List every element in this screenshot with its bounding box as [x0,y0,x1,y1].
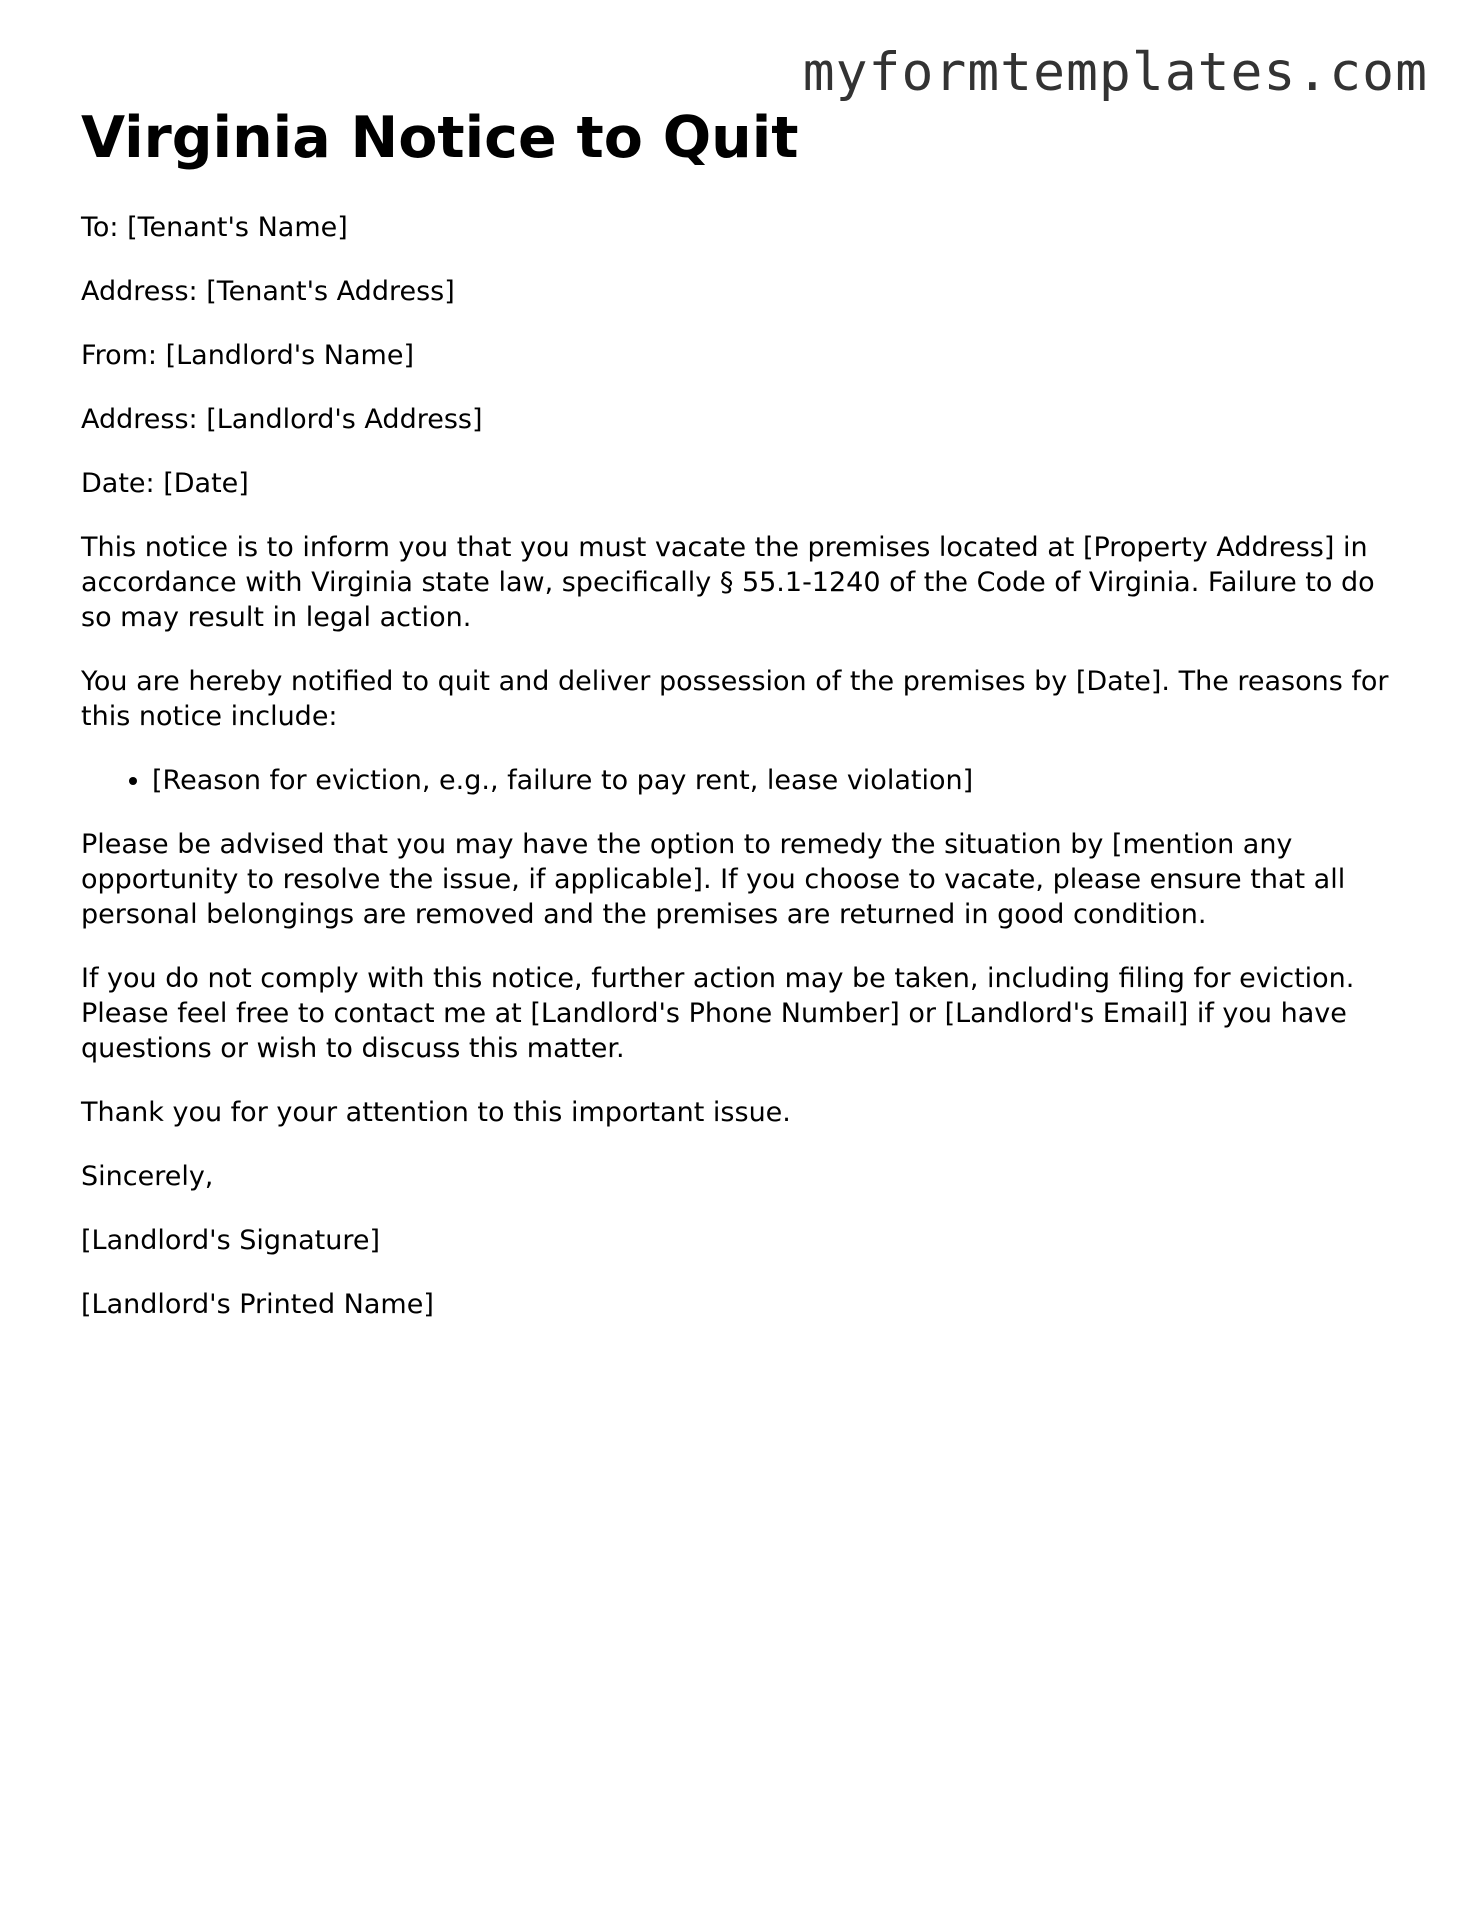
page-title: Virginia Notice to Quit [81,105,799,171]
notice-paragraph-3: Please be advised that you may have the option to remedy the situation by [mention any opportunity to resolve the issue, if applicable]. If you choose to vacate, please ensure that all personal belongings are removed and the premises are returned in good condition. [81,829,1346,930]
notice-document [81,106,1401,1351]
to-line: To: [Tenant's Name] [81,212,348,243]
tenant-address-line: Address: [Tenant's Address] [81,276,455,307]
signature-line: [Landlord's Signature] [81,1225,381,1256]
closing-salutation: Sincerely, [81,1161,214,1192]
from-line: From: [Landlord's Name] [81,340,414,371]
notice-paragraph-5: Thank you for your attention to this important issue. [81,1097,791,1128]
reasons-list [81,763,1401,798]
notice-paragraph-2: You are hereby notified to quit and deliver possession of the premises by [Date]. The reasons for this notice include: [81,666,1389,732]
notice-paragraph-4: If you do not comply with this notice, further action may be taken, including filing for eviction. Please feel free to contact me at [Landlord's Phone Number] or [Landlord's Email] if you have questions or wish to discuss this matter. [81,963,1355,1064]
landlord-address-line: Address: [Landlord's Address] [81,404,483,435]
date-line: Date: [Date] [81,468,249,499]
list-item: • [Reason for eviction, e.g., failure to pay rent, lease violation] [152,763,1401,798]
notice-paragraph-1: This notice is to inform you that you must vacate the premises located at [Property Address] in accordance with Virginia state law, specifically § 55.1-1240 of the Code of Virginia. Failure to do so may result in legal action. [81,532,1375,633]
printed-name-line: [Landlord's Printed Name] [81,1289,434,1320]
site-watermark: myformtemplates.com [802,42,1428,103]
